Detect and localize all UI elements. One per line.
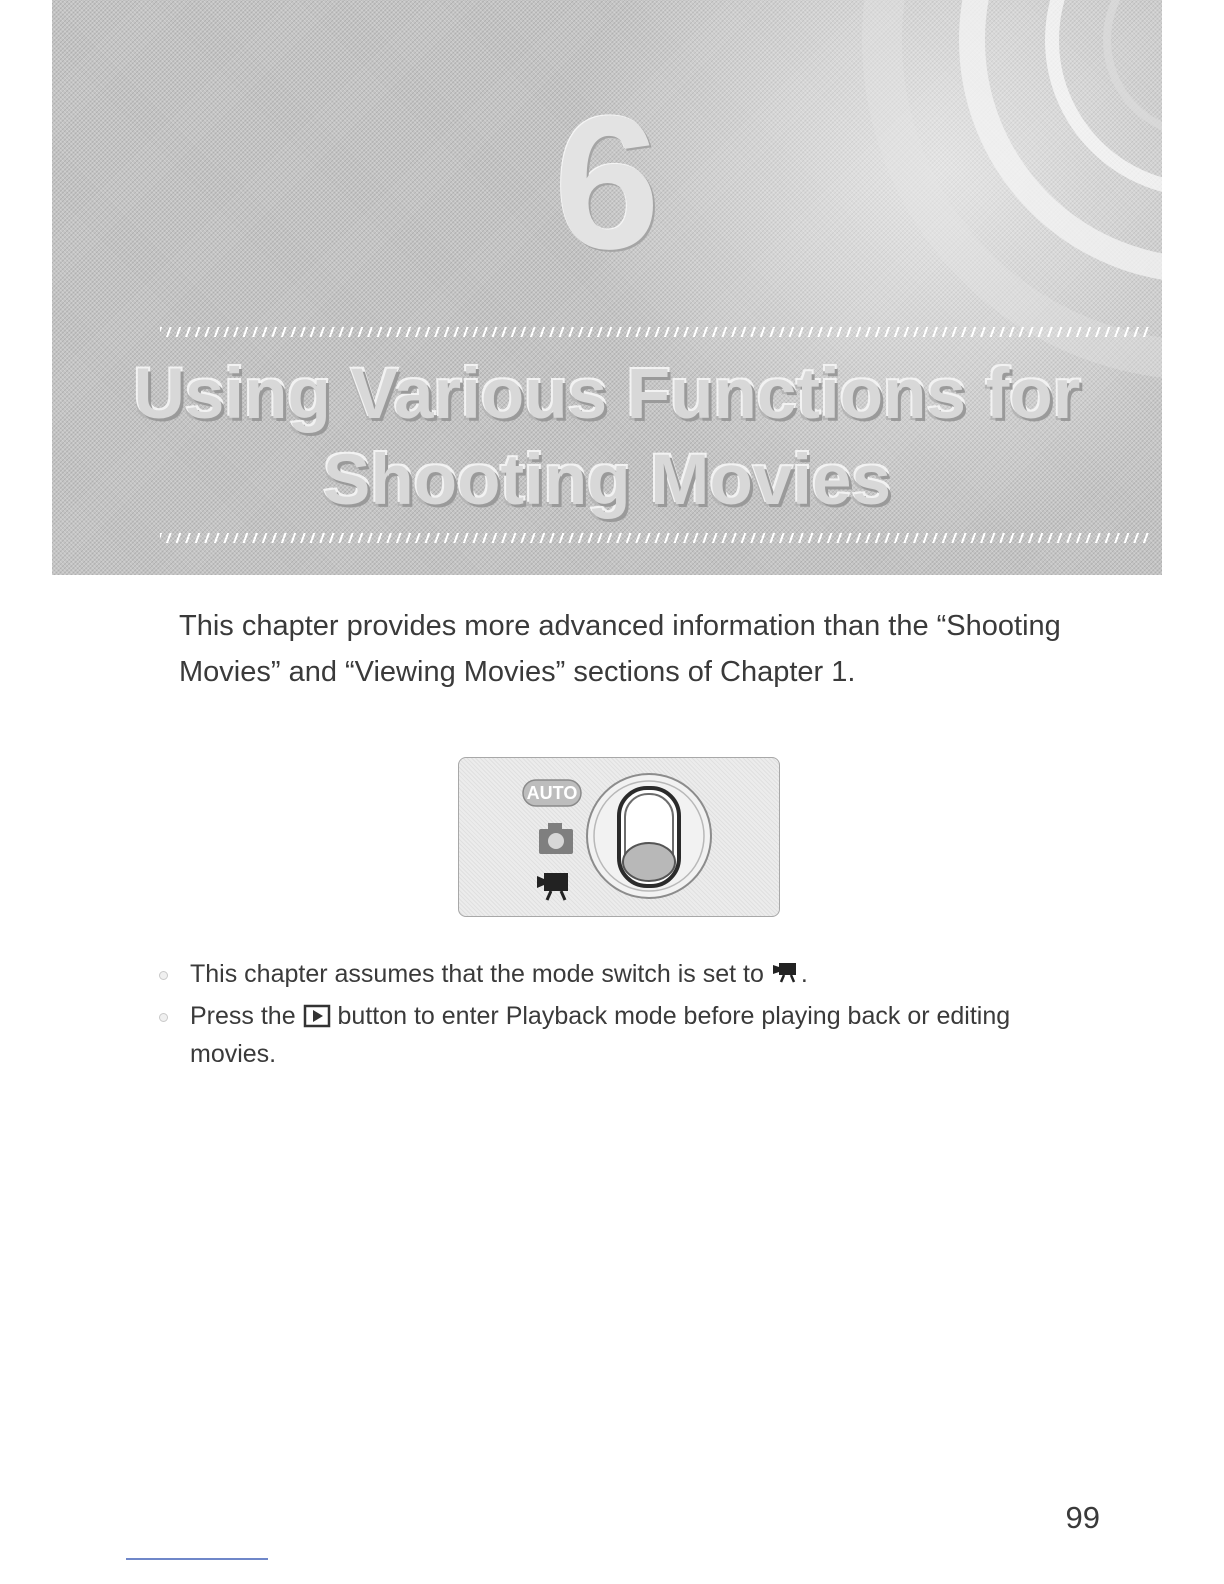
bullet-icon: [159, 971, 168, 980]
movie-mode-icon: [537, 873, 568, 900]
chapter-title-line-2: Shooting Movies: [323, 441, 891, 520]
bullet-2-text-end: button to enter Playback mode before playing back or editing movies.: [190, 1002, 1011, 1068]
page-number: 99: [1065, 1500, 1100, 1535]
auto-mode-icon: [523, 780, 581, 806]
chapter-banner: [52, 0, 1162, 575]
mode-switch-drawing: [459, 758, 779, 916]
chapter-title-line-1: Using Various Functions for: [133, 355, 1081, 434]
intro-line-2: Movies” and “Viewing Movies” sections of Chapter 1.: [179, 656, 856, 688]
notes-list: [155, 957, 1055, 1075]
mode-switch-illustration: [458, 757, 780, 917]
chapter-title: [52, 352, 1162, 524]
camera-mode-icon: [539, 823, 573, 854]
chapter-number: 6: [554, 77, 660, 289]
bullet-icon: [159, 1013, 168, 1022]
list-item: [155, 957, 1055, 995]
list-item: [155, 999, 1055, 1071]
banner-bottom-rule: [160, 533, 1150, 543]
footer-rule: [126, 1558, 268, 1560]
banner-top-rule: [160, 327, 1150, 337]
bullet-1-text-end: .: [800, 960, 808, 988]
mode-switch-lever: [587, 774, 711, 898]
chapter-intro: [179, 603, 1119, 695]
movie-mode-icon: [771, 960, 801, 995]
intro-line-1: This chapter provides more advanced information than the “Shooting: [179, 610, 1061, 642]
bullet-1-text: This chapter assumes that the mode switch is set to: [190, 960, 764, 988]
svg-text:AUTO: AUTO: [526, 783, 578, 803]
bullet-2-text: Press the: [190, 1002, 296, 1030]
playback-button-icon: [303, 1003, 331, 1037]
